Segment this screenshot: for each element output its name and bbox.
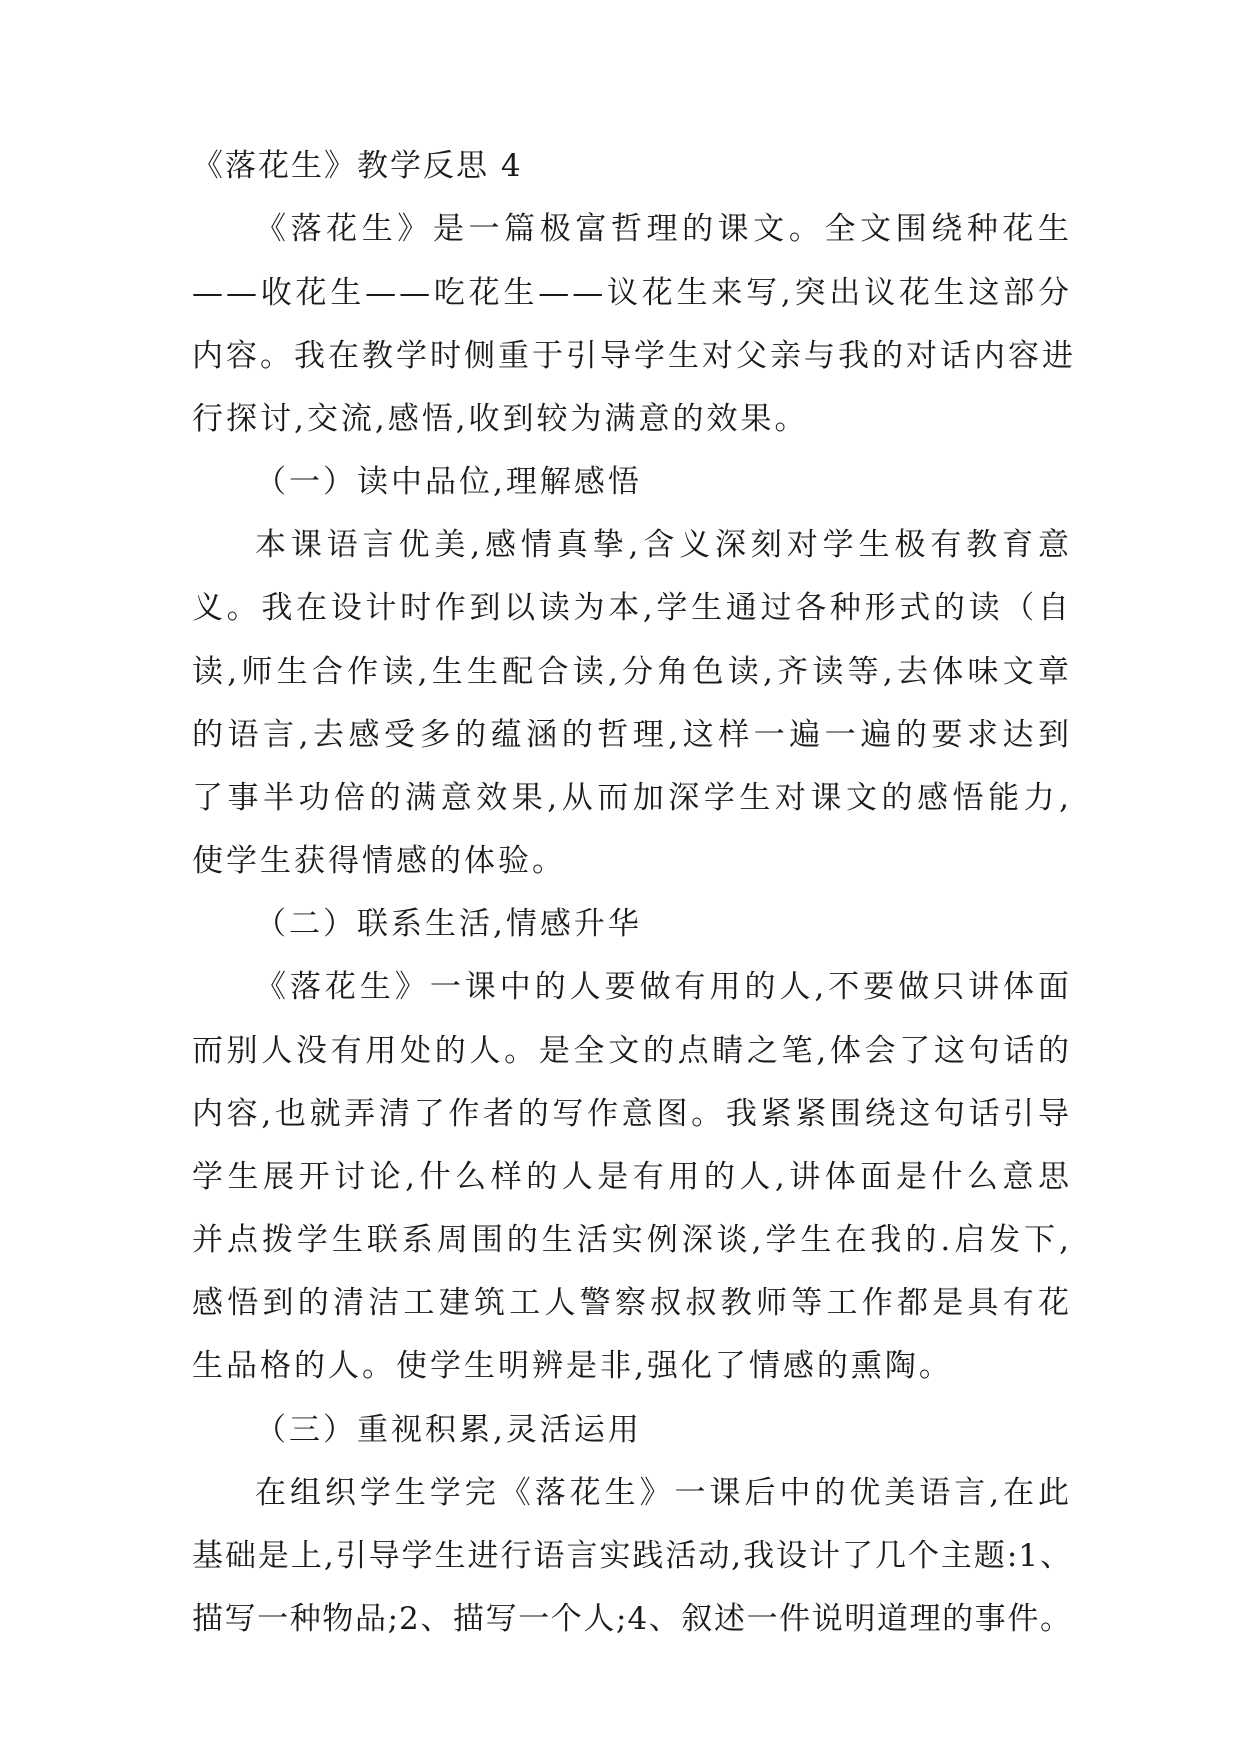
paragraph-line: 基础是上,引导学生进行语言实践活动,我设计了几个主题:1、 bbox=[192, 1538, 1072, 1574]
section-heading: （三）重视积累,灵活运用 bbox=[255, 1412, 642, 1448]
paragraph-line: 内容,也就弄清了作者的写作意图。我紧紧围绕这句话引导 bbox=[192, 1096, 1072, 1132]
section-heading: （一）读中品位,理解感悟 bbox=[255, 464, 642, 500]
paragraph-line: 《落花生》是一篇极富哲理的课文。全文围绕种花生 bbox=[255, 211, 1072, 247]
paragraph-line: 内容。我在教学时侧重于引导学生对父亲与我的对话内容进 bbox=[192, 338, 1076, 374]
paragraph-line: 使学生获得情感的体验。 bbox=[192, 843, 566, 879]
paragraph-line: 感悟到的清洁工建筑工人警察叔叔教师等工作都是具有花 bbox=[192, 1285, 1072, 1321]
paragraph-line: 了事半功倍的满意效果,从而加深学生对课文的感悟能力, bbox=[192, 780, 1072, 816]
paragraph-line: 行探讨,交流,感悟,收到较为满意的效果。 bbox=[192, 401, 809, 437]
paragraph-line: 并点拨学生联系周围的生活实例深谈,学生在我的.启发下, bbox=[192, 1222, 1072, 1258]
paragraph-line: ——收花生——吃花生——议花生来写,突出议花生这部分 bbox=[192, 275, 1072, 311]
paragraph-line: 学生展开讨论,什么样的人是有用的人,讲体面是什么意思 bbox=[192, 1159, 1072, 1195]
paragraph-line: 描写一种物品;2、描写一个人;4、叙述一件说明道理的事件。 bbox=[192, 1601, 1072, 1637]
paragraph-line: 读,师生合作读,生生配合读,分角色读,齐读等,去体味文章 bbox=[192, 654, 1072, 690]
paragraph-line: 在组织学生学完《落花生》一课后中的优美语言,在此 bbox=[255, 1475, 1072, 1511]
section-heading: （二）联系生活,情感升华 bbox=[255, 906, 642, 942]
document-title: 《落花生》教学反思 4 bbox=[192, 148, 523, 184]
paragraph-line: 义。我在设计时作到以读为本,学生通过各种形式的读（自 bbox=[192, 590, 1072, 626]
paragraph-line: 本课语言优美,感情真挚,含义深刻对学生极有教育意 bbox=[255, 527, 1072, 563]
paragraph-line: 生品格的人。使学生明辨是非,强化了情感的熏陶。 bbox=[192, 1348, 953, 1384]
paragraph-line: 而别人没有用处的人。是全文的点睛之笔,体会了这句话的 bbox=[192, 1033, 1072, 1069]
paragraph-line: 《落花生》一课中的人要做有用的人,不要做只讲体面 bbox=[255, 969, 1072, 1005]
paragraph-line: 的语言,去感受多的蕴涵的哲理,这样一遍一遍的要求达到 bbox=[192, 717, 1072, 753]
